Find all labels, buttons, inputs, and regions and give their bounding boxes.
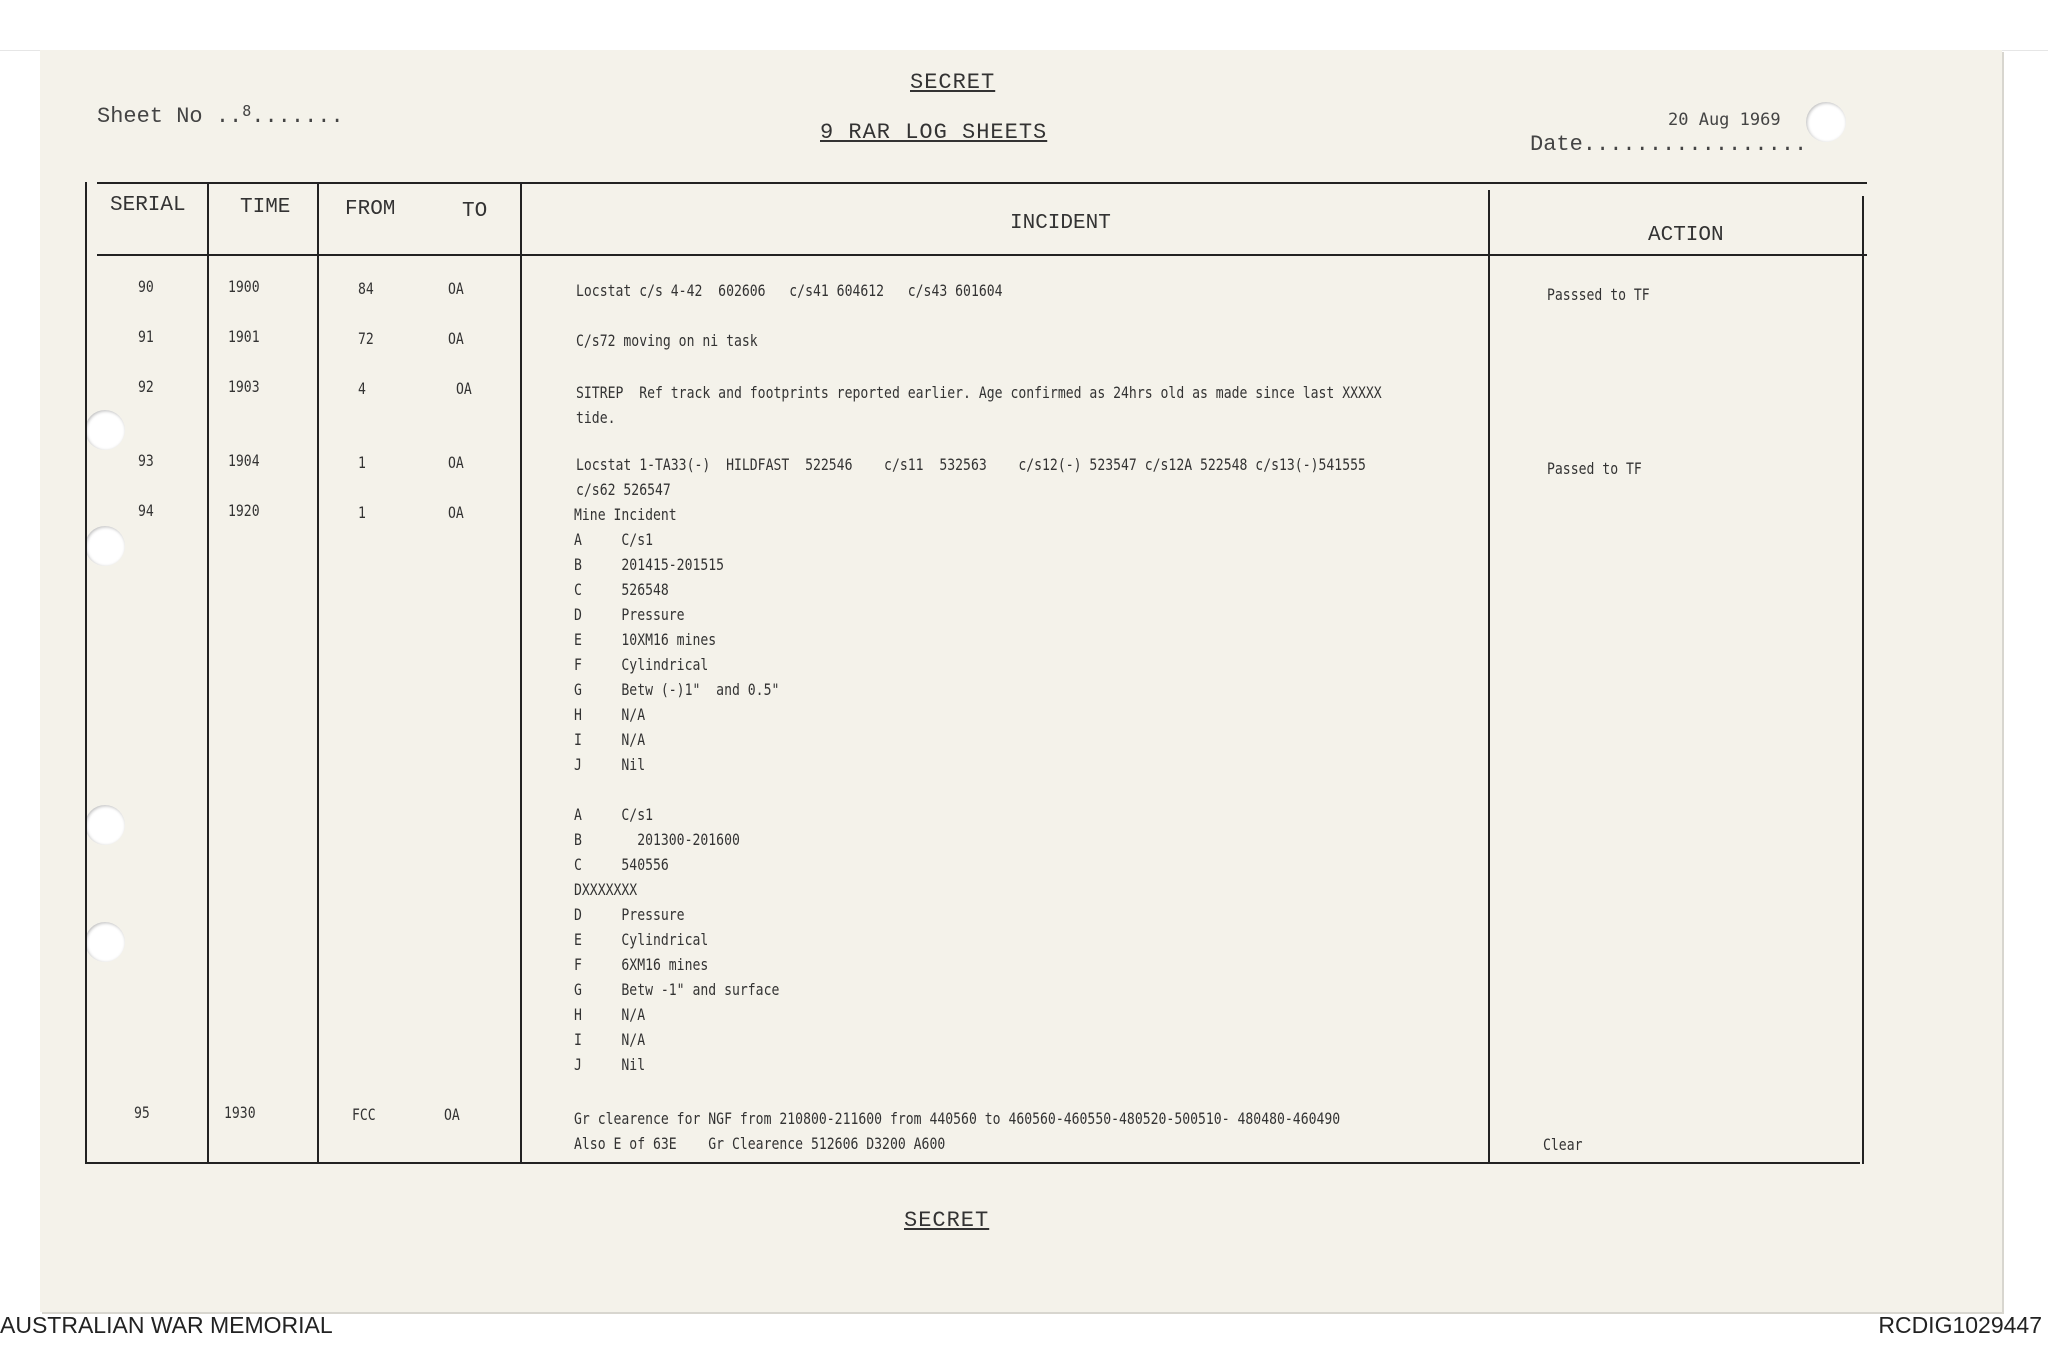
table-row-time: 1920	[228, 501, 260, 520]
table-row-time: 1930	[224, 1103, 256, 1122]
to-incident-divider	[520, 182, 522, 1164]
table-row-time: 1901	[228, 327, 260, 346]
table-row-serial: 95	[134, 1103, 150, 1122]
punch-hole	[1806, 102, 1846, 142]
column-header-to: TO	[462, 200, 488, 223]
column-header-from: FROM	[345, 198, 396, 221]
table-row-to: OA	[448, 503, 464, 522]
table-row-action: Clear	[1543, 1135, 1583, 1154]
table-bottom-border	[85, 1162, 1860, 1164]
table-row-action: Passsed to TF	[1547, 285, 1650, 304]
table-row-from: 72	[358, 329, 374, 348]
table-right-border	[1862, 196, 1864, 1164]
table-row-incident: Locstat c/s 4-42 602606 c/s41 604612 c/s43 601604	[576, 281, 1003, 300]
table-row-action: Passed to TF	[1547, 459, 1642, 478]
table-row-time: 1903	[228, 377, 260, 396]
sheet-number-label	[97, 104, 344, 129]
header-underline	[97, 254, 1867, 256]
page-title: 9 RAR LOG SHEETS	[820, 120, 1048, 145]
column-header-action: ACTION	[1648, 224, 1724, 247]
table-row-from: 1	[358, 503, 366, 522]
classification-top: SECRET	[910, 70, 996, 95]
time-from-divider	[317, 182, 319, 1164]
table-row-to: OA	[448, 279, 464, 298]
column-header-incident: INCIDENT	[1010, 212, 1111, 235]
table-row-from: 1	[358, 453, 366, 472]
table-row-serial: 94	[138, 501, 154, 520]
table-row-time: 1904	[228, 451, 260, 470]
table-left-border	[85, 182, 87, 1164]
table-row-serial: 90	[138, 277, 154, 296]
punch-hole	[85, 805, 125, 845]
table-row-from: 4	[358, 379, 366, 398]
table-row-to: OA	[456, 379, 472, 398]
punch-hole	[85, 410, 125, 450]
archive-id: RCDIG1029447	[1878, 1312, 2042, 1338]
incident-action-divider	[1488, 190, 1490, 1164]
top-margin	[0, 0, 2048, 51]
table-row-time: 1900	[228, 277, 260, 296]
classification-bottom: SECRET	[904, 1208, 990, 1233]
table-row-to: OA	[448, 329, 464, 348]
table-row-from: FCC	[352, 1105, 376, 1124]
table-row-incident: Locstat 1-TA33(-) HILDFAST 522546 c/s11 532563 c/s12(-) 523547 c/s12A 522548 c/s13(-)541555 c/s62 526547	[576, 455, 1366, 499]
sheet-label: Sheet No ..	[97, 104, 243, 129]
date-value: 20 Aug 1969	[1668, 110, 1781, 130]
table-row-incident: Gr clearence for NGF from 210800-211600 from 440560 to 460560-460550-480520-500510- 480480-460490 Also E of 63E Gr Clearence 512606 D3200 A600	[574, 1109, 1341, 1153]
archive-credit: AUSTRALIAN WAR MEMORIAL	[0, 1312, 333, 1338]
sheet-dots: .......	[251, 104, 344, 129]
column-header-serial: SERIAL	[110, 194, 186, 217]
table-row-from: 84	[358, 279, 374, 298]
table-row-incident: SITREP Ref track and footprints reported earlier. Age confirmed as 24hrs old as made since last XXXXX tide.	[576, 383, 1382, 427]
serial-time-divider	[207, 182, 209, 1164]
table-row-to: OA	[448, 453, 464, 472]
punch-hole	[85, 922, 125, 962]
table-row-incident: C/s72 moving on ni task	[576, 331, 758, 350]
table-top-border	[97, 182, 1867, 184]
column-header-time: TIME	[240, 196, 291, 219]
table-row-to: OA	[444, 1105, 460, 1124]
table-row-incident: Mine Incident A C/s1 B 201415-201515 C 526548 D Pressure E 10XM16 mines F Cylindrical G Betw (-)1" and 0.5" H N/A I N/A J Nil A C/s1 B 201300-201600 C 540556 DXXXXXXX D Pressure E Cylindrical F 6XM16 mines G Betw -1" and surface H N/A I N/A J Nil	[574, 505, 780, 1074]
table-row-serial: 91	[138, 327, 154, 346]
table-row-serial: 93	[138, 451, 154, 470]
date-label: Date.................	[1530, 132, 1808, 157]
sheet-number: 8	[242, 102, 252, 120]
punch-hole	[85, 526, 125, 566]
table-row-serial: 92	[138, 377, 154, 396]
